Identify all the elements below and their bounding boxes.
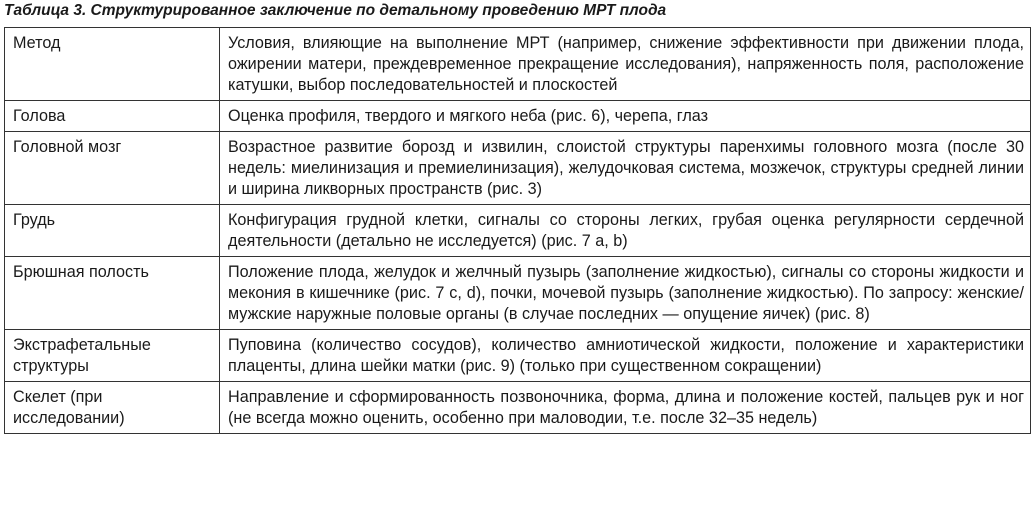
row-label: Грудь: [5, 205, 220, 257]
table-row: [5, 382, 1031, 434]
row-label: Брюшная полость: [5, 257, 220, 330]
row-label: Скелет (при исследовании): [5, 382, 220, 434]
table-row: [5, 257, 1031, 330]
row-description: Направление и сформированность позвоночника, форма, длина и положение костей, пальцев рук и ног (не всегда можно оценить, особенно при маловодии, т.е. после 32–35 недель): [220, 382, 1031, 434]
row-label: Экстрафетальные структуры: [5, 330, 220, 382]
row-label: Метод: [5, 28, 220, 101]
row-label: Голова: [5, 101, 220, 132]
table-row: [5, 132, 1031, 205]
row-description: Пуповина (количество сосудов), количество амниотической жидкости, положение и характеристики плаценты, длина шейки матки (рис. 9) (только при существенном сокращении): [220, 330, 1031, 382]
table-row: [5, 28, 1031, 101]
mri-conclusion-table: [4, 27, 1031, 434]
table-row: [5, 101, 1031, 132]
row-description: Конфигурация грудной клетки, сигналы со стороны легких, грубая оценка регулярности сердечной деятельности (детально не исследуется) (рис. 7 a, b): [220, 205, 1031, 257]
table-row: [5, 205, 1031, 257]
row-label: Головной мозг: [5, 132, 220, 205]
row-description: Возрастное развитие борозд и извилин, слоистой структуры паренхимы головного мозга (после 30 недель: миелинизация и премиелинизация), желудочковая система, мозжечок, структуры средней линии и ширина ликворных пространств (рис. 3): [220, 132, 1031, 205]
row-description: Условия, влияющие на выполнение МРТ (например, снижение эффективности при движении плода, ожирении матери, преждевременное прекращение исследования), напряженность поля, расположение катушки, выбор последовательностей и плоскостей: [220, 28, 1031, 101]
row-description: Оценка профиля, твердого и мягкого неба (рис. 6), черепа, глаз: [220, 101, 1031, 132]
table-caption: Таблица 3. Структурированное заключение по детальному проведению МРТ плода: [4, 2, 667, 19]
table-row: [5, 330, 1031, 382]
row-description: Положение плода, желудок и желчный пузырь (заполнение жидкостью), сигналы со стороны жидкости и мекония в кишечнике (рис. 7 c, d), почки, мочевой пузырь (заполнение жидкостью). По запросу: женские/мужские наружные половые органы (в случае последних — опущение яичек) (рис. 8): [220, 257, 1031, 330]
